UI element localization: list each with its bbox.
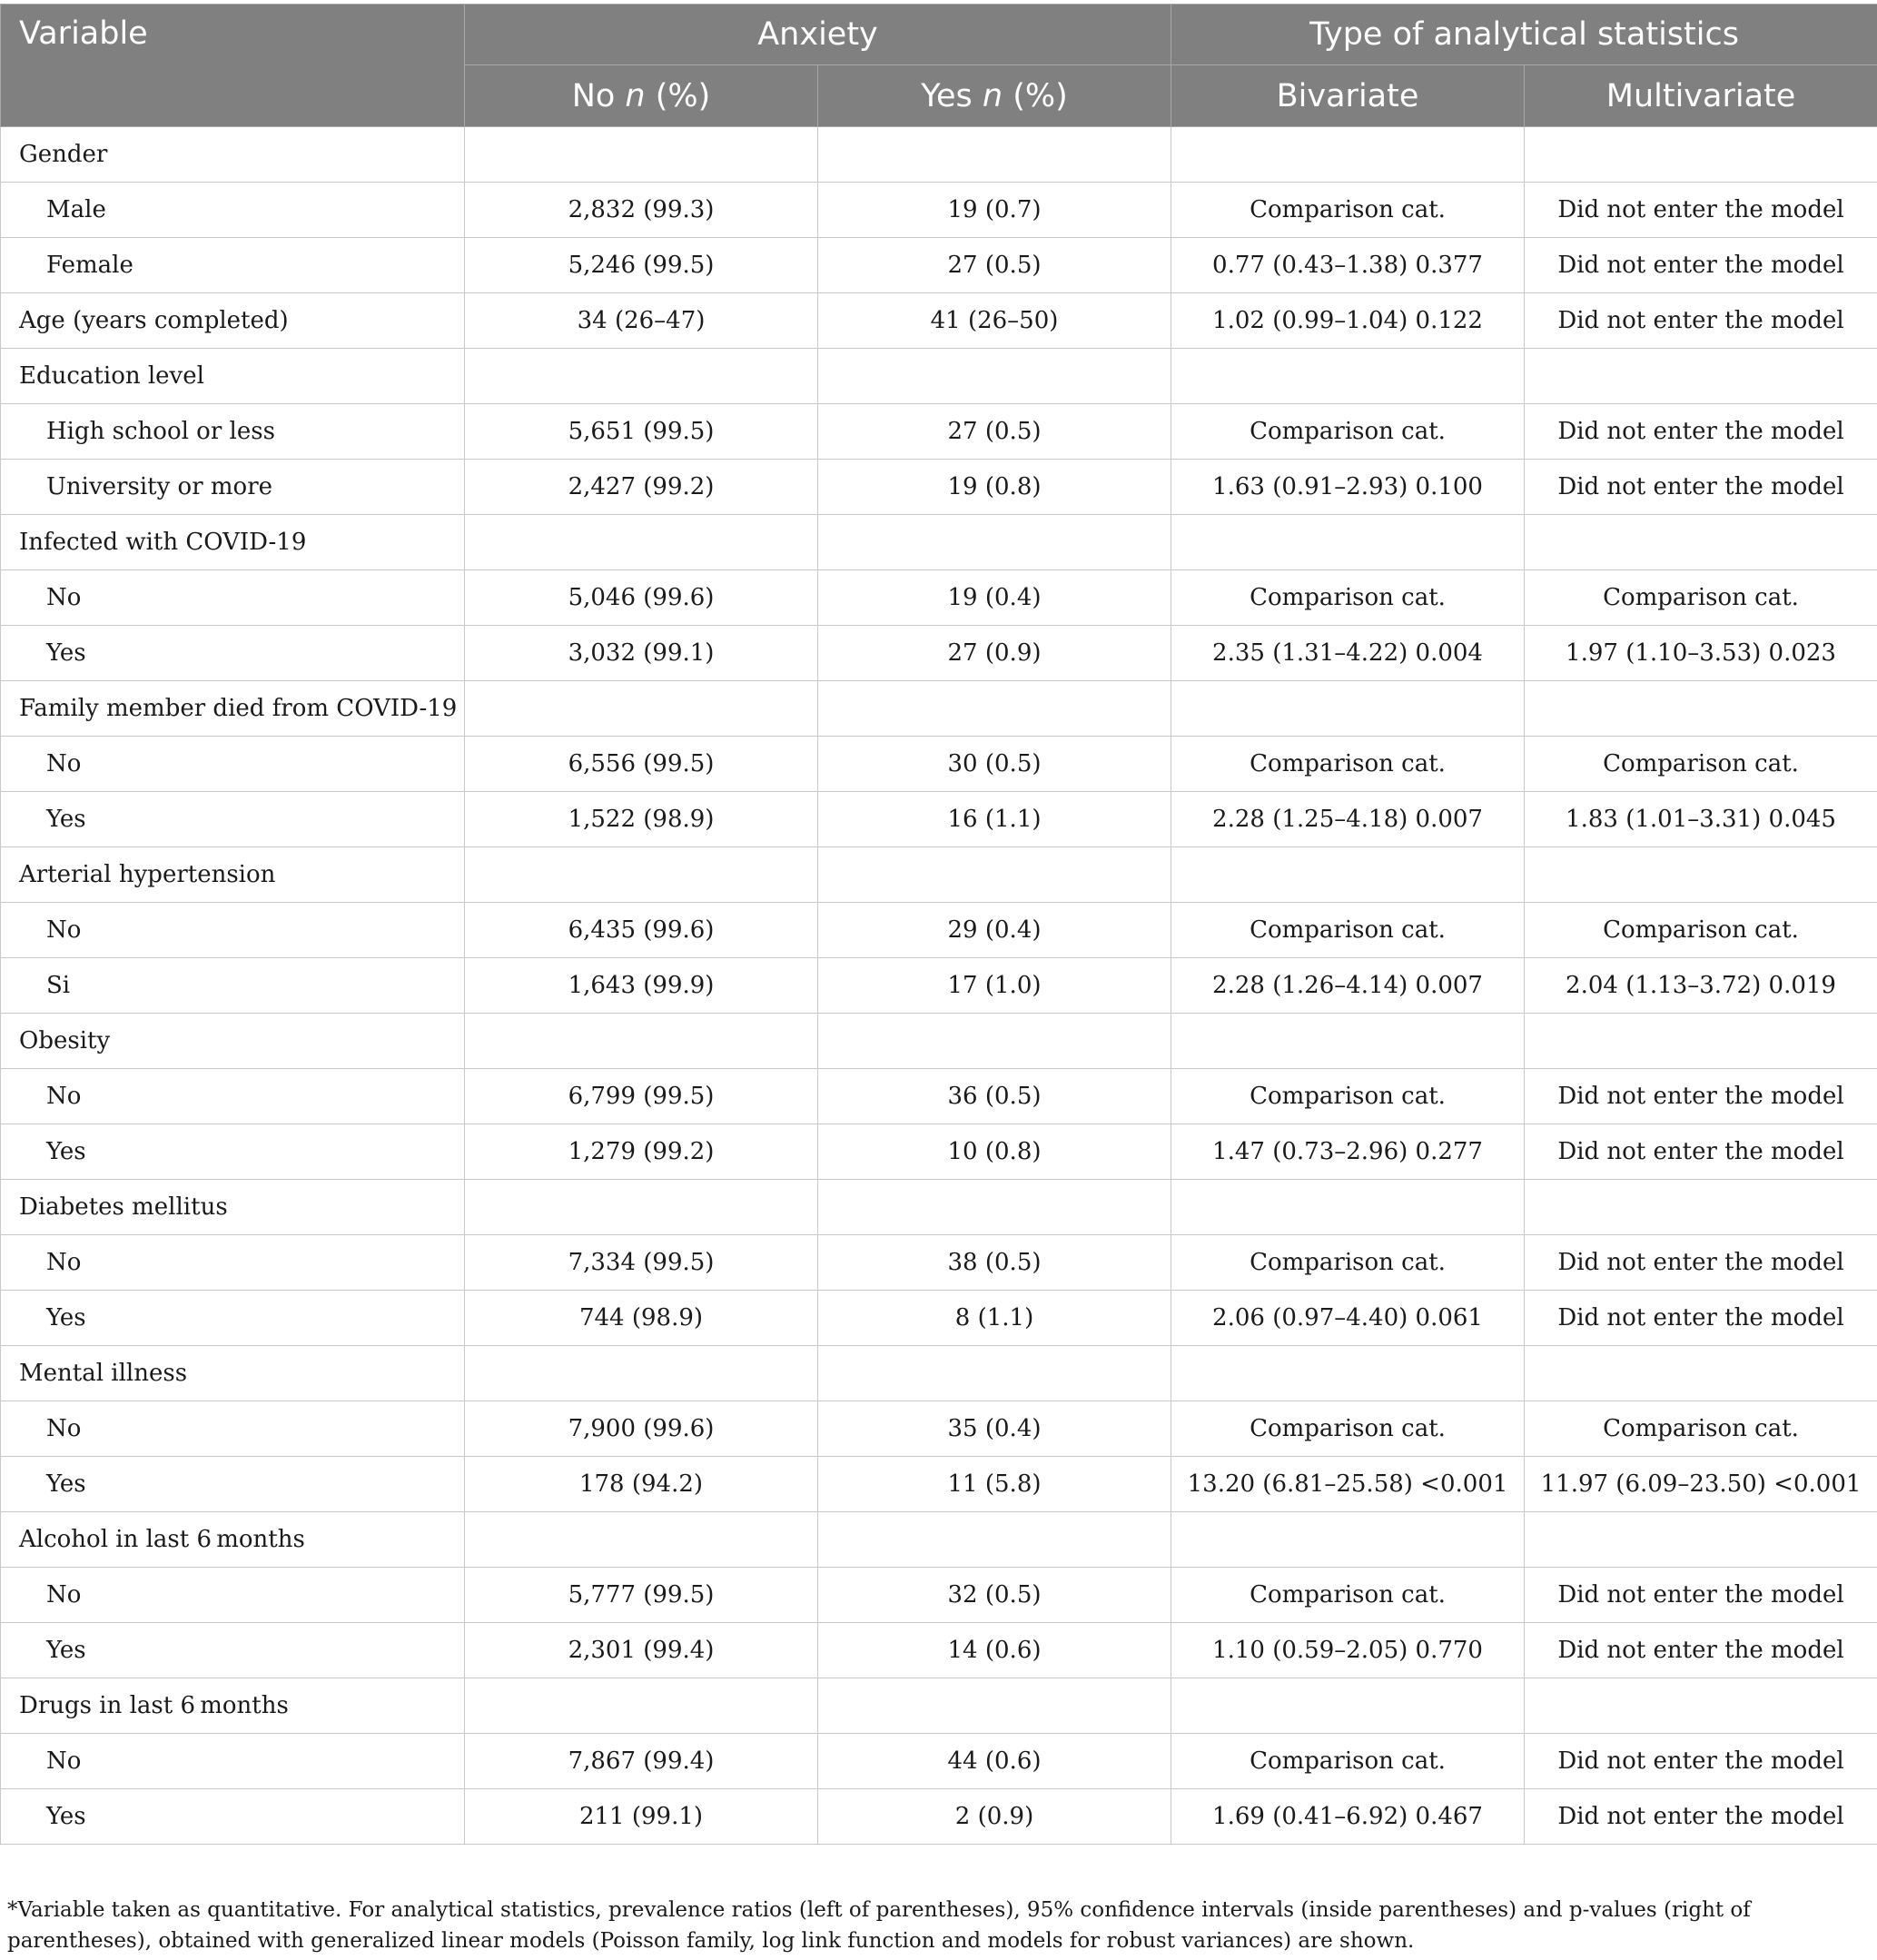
cell-multivariate <box>1525 1678 1877 1734</box>
cell-variable: Drugs in last 6 months <box>1 1678 465 1734</box>
cell-anxiety-no <box>465 1014 818 1069</box>
cell-bivariate: 13.20 (6.81–25.58) <0.001 <box>1171 1457 1525 1512</box>
cell-anxiety-yes: 2 (0.9) <box>818 1789 1171 1845</box>
cell-bivariate: 1.47 (0.73–2.96) 0.277 <box>1171 1124 1525 1180</box>
cell-bivariate <box>1171 1346 1525 1401</box>
cell-multivariate: Did not enter the model <box>1525 404 1877 460</box>
table-row <box>1 1568 1877 1623</box>
cell-variable: Obesity <box>1 1014 465 1069</box>
table-body <box>1 127 1877 1845</box>
table-row <box>1 1235 1877 1291</box>
cell-anxiety-yes: 17 (1.0) <box>818 958 1171 1014</box>
cell-bivariate: Comparison cat. <box>1171 737 1525 792</box>
cell-anxiety-no: 1,522 (98.9) <box>465 792 818 847</box>
cell-bivariate <box>1171 1678 1525 1734</box>
table-row <box>1 681 1877 737</box>
cell-multivariate: Did not enter the model <box>1525 460 1877 515</box>
cell-multivariate: Comparison cat. <box>1525 1401 1877 1457</box>
cell-bivariate: 2.06 (0.97–4.40) 0.061 <box>1171 1291 1525 1346</box>
header-yes-label: Yes <box>921 77 983 114</box>
cell-multivariate: Comparison cat. <box>1525 570 1877 626</box>
cell-multivariate <box>1525 847 1877 903</box>
cell-anxiety-yes <box>818 1346 1171 1401</box>
cell-anxiety-yes <box>818 1180 1171 1235</box>
cell-variable: Family member died from COVID-19 <box>1 681 465 737</box>
cell-variable: Yes <box>1 1623 465 1678</box>
cell-variable: Yes <box>1 1291 465 1346</box>
cell-variable: High school or less <box>1 404 465 460</box>
header-type-analytical-statistics: Type of analytical statistics <box>1171 5 1877 65</box>
cell-multivariate: 2.04 (1.13–3.72) 0.019 <box>1525 958 1877 1014</box>
cell-variable: Yes <box>1 626 465 681</box>
cell-multivariate <box>1525 1014 1877 1069</box>
cell-variable: Yes <box>1 1124 465 1180</box>
cell-anxiety-no: 744 (98.9) <box>465 1291 818 1346</box>
cell-anxiety-yes: 19 (0.4) <box>818 570 1171 626</box>
cell-variable: Gender <box>1 127 465 183</box>
table-row <box>1 1124 1877 1180</box>
table-row <box>1 1789 1877 1845</box>
cell-multivariate: Did not enter the model <box>1525 1235 1877 1291</box>
table-row <box>1 847 1877 903</box>
cell-bivariate <box>1171 515 1525 570</box>
cell-anxiety-yes <box>818 1014 1171 1069</box>
table-row <box>1 1678 1877 1734</box>
cell-multivariate: 11.97 (6.09–23.50) <0.001 <box>1525 1457 1877 1512</box>
table-row <box>1 183 1877 238</box>
cell-variable: Alcohol in last 6 months <box>1 1512 465 1568</box>
table-row <box>1 958 1877 1014</box>
cell-bivariate: Comparison cat. <box>1171 1235 1525 1291</box>
cell-multivariate: Comparison cat. <box>1525 737 1877 792</box>
cell-bivariate: 1.69 (0.41–6.92) 0.467 <box>1171 1789 1525 1845</box>
cell-multivariate <box>1525 1346 1877 1401</box>
cell-multivariate: Did not enter the model <box>1525 1568 1877 1623</box>
table-row <box>1 1014 1877 1069</box>
cell-bivariate <box>1171 127 1525 183</box>
cell-anxiety-yes: 27 (0.5) <box>818 238 1171 293</box>
cell-variable: Female <box>1 238 465 293</box>
table-row <box>1 1180 1877 1235</box>
cell-variable: Yes <box>1 1457 465 1512</box>
cell-multivariate: Did not enter the model <box>1525 1124 1877 1180</box>
cell-variable: No <box>1 1734 465 1789</box>
cell-anxiety-no: 6,556 (99.5) <box>465 737 818 792</box>
cell-variable: No <box>1 1401 465 1457</box>
cell-bivariate: Comparison cat. <box>1171 404 1525 460</box>
cell-anxiety-no <box>465 681 818 737</box>
cell-bivariate <box>1171 1512 1525 1568</box>
cell-anxiety-no: 6,435 (99.6) <box>465 903 818 958</box>
table-row <box>1 626 1877 681</box>
cell-variable: Si <box>1 958 465 1014</box>
cell-multivariate <box>1525 1180 1877 1235</box>
cell-multivariate <box>1525 681 1877 737</box>
cell-anxiety-no: 6,799 (99.5) <box>465 1069 818 1124</box>
cell-anxiety-yes <box>818 127 1171 183</box>
cell-multivariate: Did not enter the model <box>1525 293 1877 349</box>
table-row <box>1 460 1877 515</box>
cell-anxiety-yes: 27 (0.9) <box>818 626 1171 681</box>
cell-bivariate: Comparison cat. <box>1171 1069 1525 1124</box>
header-no-n-pct <box>465 65 818 127</box>
cell-variable: Diabetes mellitus <box>1 1180 465 1235</box>
cell-anxiety-yes: 16 (1.1) <box>818 792 1171 847</box>
cell-anxiety-yes: 36 (0.5) <box>818 1069 1171 1124</box>
table-row <box>1 1069 1877 1124</box>
table-row <box>1 127 1877 183</box>
cell-variable: University or more <box>1 460 465 515</box>
cell-anxiety-yes: 19 (0.7) <box>818 183 1171 238</box>
cell-bivariate: 0.77 (0.43–1.38) 0.377 <box>1171 238 1525 293</box>
header-multivariate: Multivariate <box>1525 65 1877 127</box>
cell-bivariate: 1.02 (0.99–1.04) 0.122 <box>1171 293 1525 349</box>
cell-bivariate <box>1171 1014 1525 1069</box>
cell-anxiety-yes <box>818 681 1171 737</box>
table-row <box>1 349 1877 404</box>
cell-variable: No <box>1 570 465 626</box>
header-no-pct: (%) <box>645 77 711 114</box>
cell-variable: No <box>1 903 465 958</box>
cell-anxiety-no: 5,246 (99.5) <box>465 238 818 293</box>
cell-multivariate: 1.97 (1.10–3.53) 0.023 <box>1525 626 1877 681</box>
table-header <box>1 5 1877 127</box>
cell-anxiety-no <box>465 349 818 404</box>
table-row <box>1 515 1877 570</box>
cell-anxiety-no: 5,651 (99.5) <box>465 404 818 460</box>
cell-anxiety-yes <box>818 1678 1171 1734</box>
cell-variable: Arterial hypertension <box>1 847 465 903</box>
cell-anxiety-yes: 14 (0.6) <box>818 1623 1171 1678</box>
cell-anxiety-no <box>465 1180 818 1235</box>
table-row <box>1 570 1877 626</box>
table-row <box>1 238 1877 293</box>
cell-anxiety-yes: 32 (0.5) <box>818 1568 1171 1623</box>
cell-bivariate: Comparison cat. <box>1171 1401 1525 1457</box>
table-row <box>1 792 1877 847</box>
cell-anxiety-yes: 38 (0.5) <box>818 1235 1171 1291</box>
table-row <box>1 1457 1877 1512</box>
table-row <box>1 903 1877 958</box>
cell-bivariate: 1.10 (0.59–2.05) 0.770 <box>1171 1623 1525 1678</box>
cell-variable: Yes <box>1 1789 465 1845</box>
cell-anxiety-yes: 30 (0.5) <box>818 737 1171 792</box>
table-row <box>1 737 1877 792</box>
header-bivariate: Bivariate <box>1171 65 1525 127</box>
table-row <box>1 404 1877 460</box>
cell-anxiety-yes: 29 (0.4) <box>818 903 1171 958</box>
cell-anxiety-no <box>465 847 818 903</box>
cell-multivariate <box>1525 1512 1877 1568</box>
cell-anxiety-no: 7,334 (99.5) <box>465 1235 818 1291</box>
header-no-label: No <box>571 77 626 114</box>
header-no-n: n <box>625 77 646 114</box>
cell-anxiety-yes <box>818 349 1171 404</box>
table-row <box>1 1512 1877 1568</box>
header-variable: Variable <box>1 5 465 127</box>
header-yes-n: n <box>982 77 1003 114</box>
cell-variable: Mental illness <box>1 1346 465 1401</box>
cell-anxiety-no: 7,867 (99.4) <box>465 1734 818 1789</box>
cell-multivariate <box>1525 127 1877 183</box>
cell-bivariate: 2.28 (1.25–4.18) 0.007 <box>1171 792 1525 847</box>
cell-multivariate: Did not enter the model <box>1525 183 1877 238</box>
cell-anxiety-no: 2,832 (99.3) <box>465 183 818 238</box>
table-row <box>1 1401 1877 1457</box>
cell-bivariate <box>1171 1180 1525 1235</box>
cell-multivariate: 1.83 (1.01–3.31) 0.045 <box>1525 792 1877 847</box>
cell-anxiety-no: 34 (26–47) <box>465 293 818 349</box>
cell-anxiety-no: 1,643 (99.9) <box>465 958 818 1014</box>
cell-anxiety-no <box>465 1346 818 1401</box>
cell-multivariate: Did not enter the model <box>1525 1623 1877 1678</box>
cell-anxiety-yes: 8 (1.1) <box>818 1291 1171 1346</box>
cell-anxiety-no: 1,279 (99.2) <box>465 1124 818 1180</box>
cell-bivariate <box>1171 681 1525 737</box>
cell-anxiety-yes: 10 (0.8) <box>818 1124 1171 1180</box>
cell-bivariate <box>1171 847 1525 903</box>
cell-anxiety-yes: 41 (26–50) <box>818 293 1171 349</box>
header-anxiety: Anxiety <box>465 5 1171 65</box>
table-row <box>1 1623 1877 1678</box>
cell-bivariate: Comparison cat. <box>1171 1568 1525 1623</box>
cell-anxiety-no: 3,032 (99.1) <box>465 626 818 681</box>
cell-anxiety-yes: 44 (0.6) <box>818 1734 1171 1789</box>
cell-bivariate: Comparison cat. <box>1171 903 1525 958</box>
header-yes-n-pct <box>818 65 1171 127</box>
cell-variable: No <box>1 1069 465 1124</box>
cell-multivariate <box>1525 349 1877 404</box>
cell-anxiety-no: 5,777 (99.5) <box>465 1568 818 1623</box>
cell-anxiety-no: 2,301 (99.4) <box>465 1623 818 1678</box>
cell-multivariate: Did not enter the model <box>1525 1291 1877 1346</box>
cell-variable: No <box>1 1568 465 1623</box>
cell-variable: Yes <box>1 792 465 847</box>
cell-bivariate: Comparison cat. <box>1171 1734 1525 1789</box>
cell-variable: Male <box>1 183 465 238</box>
cell-anxiety-yes: 19 (0.8) <box>818 460 1171 515</box>
cell-anxiety-yes <box>818 515 1171 570</box>
table-row <box>1 1346 1877 1401</box>
table-row <box>1 293 1877 349</box>
header-yes-pct: (%) <box>1003 77 1068 114</box>
cell-variable: Age (years completed) <box>1 293 465 349</box>
cell-bivariate: 1.63 (0.91–2.93) 0.100 <box>1171 460 1525 515</box>
cell-bivariate <box>1171 349 1525 404</box>
cell-variable: Education level <box>1 349 465 404</box>
table-row <box>1 1734 1877 1789</box>
cell-anxiety-no: 7,900 (99.6) <box>465 1401 818 1457</box>
cell-anxiety-yes: 27 (0.5) <box>818 404 1171 460</box>
table-footnote: *Variable taken as quantitative. For analytical statistics, prevalence ratios (left of parentheses), 95% confidence intervals (inside parentheses) and p-values (right of parentheses), obtained with generalized linear models (Poisson family, log link function and models for robust variances) are shown. <box>7 1898 1751 1953</box>
cell-variable: No <box>1 1235 465 1291</box>
cell-variable: Infected with COVID-19 <box>1 515 465 570</box>
cell-anxiety-yes: 11 (5.8) <box>818 1457 1171 1512</box>
cell-anxiety-no: 2,427 (99.2) <box>465 460 818 515</box>
cell-anxiety-no: 5,046 (99.6) <box>465 570 818 626</box>
cell-multivariate: Comparison cat. <box>1525 903 1877 958</box>
cell-anxiety-yes <box>818 847 1171 903</box>
cell-bivariate: 2.35 (1.31–4.22) 0.004 <box>1171 626 1525 681</box>
cell-anxiety-no <box>465 515 818 570</box>
header-row-1 <box>1 5 1877 65</box>
cell-anxiety-no: 178 (94.2) <box>465 1457 818 1512</box>
cell-multivariate <box>1525 515 1877 570</box>
cell-anxiety-no <box>465 1678 818 1734</box>
results-table <box>0 4 1877 1845</box>
cell-bivariate: 2.28 (1.26–4.14) 0.007 <box>1171 958 1525 1014</box>
cell-anxiety-yes <box>818 1512 1171 1568</box>
cell-multivariate: Did not enter the model <box>1525 1789 1877 1845</box>
cell-multivariate: Did not enter the model <box>1525 238 1877 293</box>
cell-variable: No <box>1 737 465 792</box>
table-row <box>1 1291 1877 1346</box>
cell-anxiety-no <box>465 127 818 183</box>
cell-bivariate: Comparison cat. <box>1171 570 1525 626</box>
cell-bivariate: Comparison cat. <box>1171 183 1525 238</box>
cell-anxiety-yes: 35 (0.4) <box>818 1401 1171 1457</box>
cell-multivariate: Did not enter the model <box>1525 1069 1877 1124</box>
cell-anxiety-no: 211 (99.1) <box>465 1789 818 1845</box>
cell-multivariate: Did not enter the model <box>1525 1734 1877 1789</box>
cell-anxiety-no <box>465 1512 818 1568</box>
